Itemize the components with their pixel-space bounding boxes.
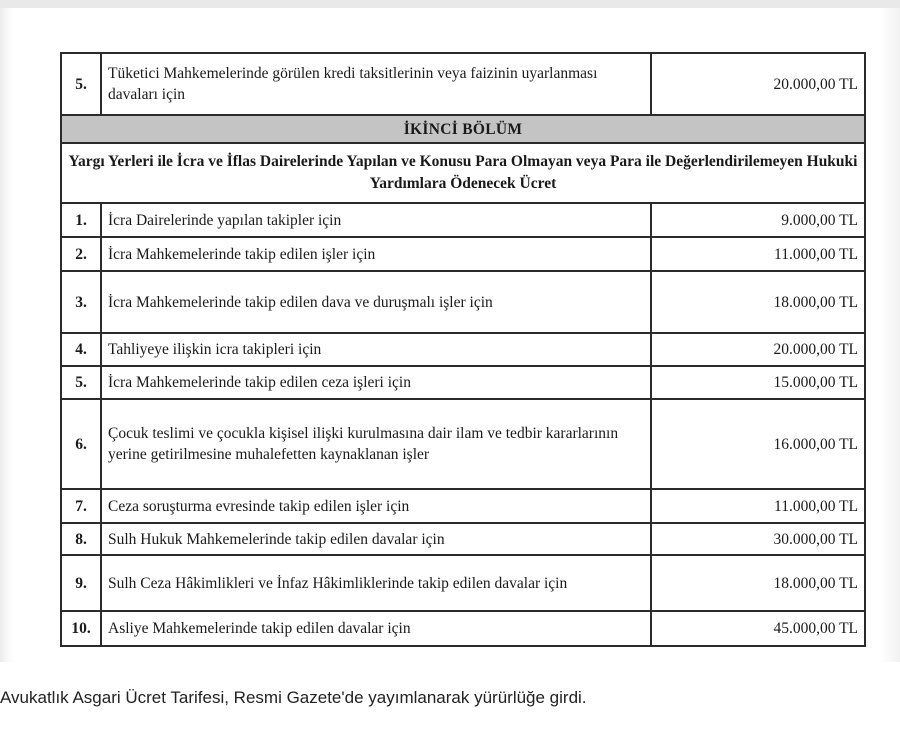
row-description: İcra Mahkemelerinde takip edilen ceza işleri için: [101, 366, 651, 399]
row-number: 10.: [61, 611, 101, 646]
image-caption: Avukatlık Asgari Ücret Tarifesi, Resmi Gazete'de yayımlanarak yürürlüğe girdi.: [0, 688, 587, 707]
row-description: Sulh Ceza Hâkimlikleri ve İnfaz Hâkimliklerinde takip edilen davalar için: [101, 555, 651, 611]
row-number: 7.: [61, 489, 101, 523]
section-header: [61, 115, 865, 143]
table-row: [61, 333, 865, 366]
row-description: Tahliyeye ilişkin icra takipleri için: [101, 333, 651, 366]
table-row: [61, 399, 865, 489]
row-amount: 18.000,00 TL: [651, 271, 865, 333]
table-row: [61, 271, 865, 333]
row-amount: 30.000,00 TL: [651, 523, 865, 555]
row-amount: 20.000,00 TL: [651, 333, 865, 366]
row-number: 5.: [61, 53, 101, 115]
row-description: İcra Mahkemelerinde takip edilen dava ve duruşmalı işler için: [101, 271, 651, 333]
row-number: 9.: [61, 555, 101, 611]
row-number: 4.: [61, 333, 101, 366]
table-row: [61, 203, 865, 237]
section-subtitle: Yargı Yerleri ile İcra ve İflas Dairelerinde Yapılan ve Konusu Para Olmayan veya Para ile Değerlendirilemeyen Hukuki Yardımlara Ödenecek Ücret: [61, 143, 865, 203]
section-title: İKİNCİ BÖLÜM: [61, 115, 865, 143]
row-number: 6.: [61, 399, 101, 489]
row-amount: 18.000,00 TL: [651, 555, 865, 611]
row-description: İcra Mahkemelerinde takip edilen işler için: [101, 237, 651, 271]
section-subheader: [61, 143, 865, 203]
top-strip: [0, 0, 900, 8]
document-image: [0, 8, 900, 662]
row-number: 3.: [61, 271, 101, 333]
table-row: [61, 366, 865, 399]
table-row: [61, 555, 865, 611]
row-amount: 11.000,00 TL: [651, 489, 865, 523]
row-amount: 45.000,00 TL: [651, 611, 865, 646]
row-description: Asliye Mahkemelerinde takip edilen davalar için: [101, 611, 651, 646]
tariff-table: [60, 52, 866, 647]
row-amount: 9.000,00 TL: [651, 203, 865, 237]
row-number: 1.: [61, 203, 101, 237]
row-description: Çocuk teslimi ve çocukla kişisel ilişki kurulmasına dair ilam ve tedbir kararlarının yerine getirilmesine muhalefetten kaynaklanan işler: [101, 399, 651, 489]
row-amount: 20.000,00 TL: [651, 53, 865, 115]
table-row: [61, 523, 865, 555]
row-number: 5.: [61, 366, 101, 399]
row-description: Ceza soruşturma evresinde takip edilen işler için: [101, 489, 651, 523]
row-description: Tüketici Mahkemelerinde görülen kredi taksitlerinin veya faizinin uyarlanması davaları için: [101, 53, 651, 115]
row-amount: 15.000,00 TL: [651, 366, 865, 399]
table-row: [61, 237, 865, 271]
table-row: [61, 489, 865, 523]
row-description: Sulh Hukuk Mahkemelerinde takip edilen davalar için: [101, 523, 651, 555]
table-row: [61, 611, 865, 646]
row-number: 2.: [61, 237, 101, 271]
table-row: [61, 53, 865, 115]
row-amount: 16.000,00 TL: [651, 399, 865, 489]
row-number: 8.: [61, 523, 101, 555]
row-amount: 11.000,00 TL: [651, 237, 865, 271]
row-description: İcra Dairelerinde yapılan takipler için: [101, 203, 651, 237]
